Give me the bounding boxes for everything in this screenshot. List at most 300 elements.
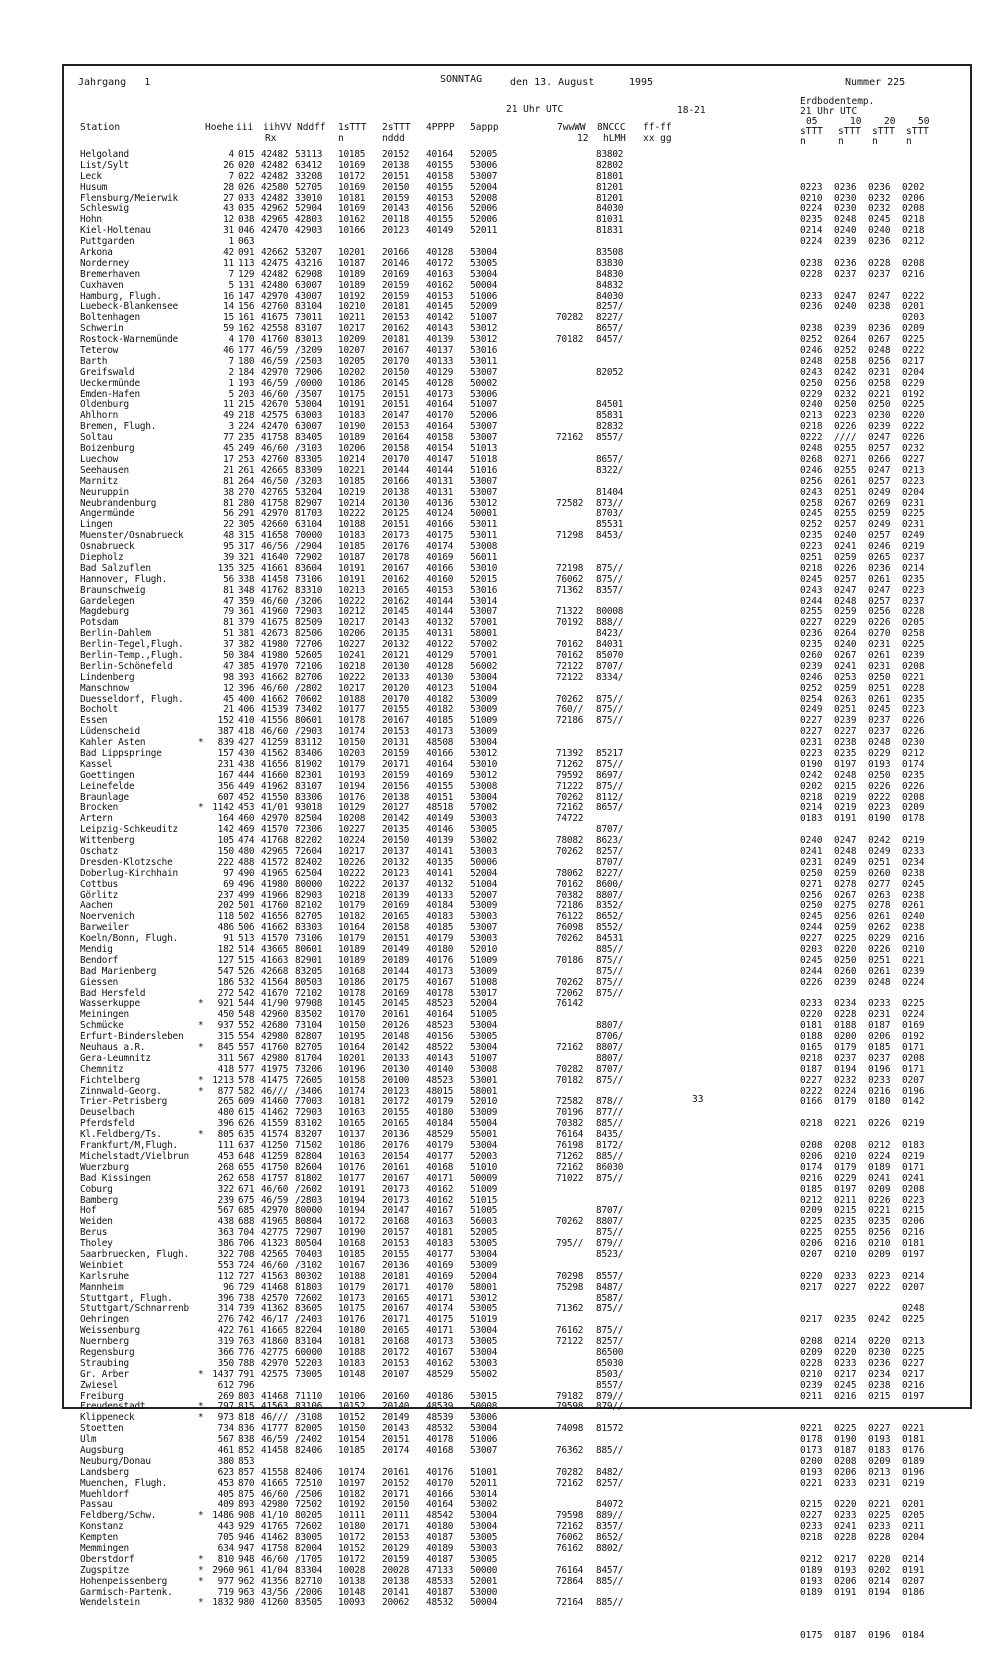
pressure-value: 40163 (426, 1216, 454, 1228)
station-id: 796 (238, 1379, 255, 1391)
nddff-value: 82506 (295, 628, 323, 640)
station-height: 797 (217, 1401, 234, 1413)
ihvv-value: 42580 (261, 181, 289, 193)
col-7wwww: 7wwWW (557, 122, 586, 133)
ihvv-value: 41760 (261, 1042, 289, 1054)
ihvv-value: 46/// (261, 1412, 289, 1424)
cloud-value: 8557/ (596, 432, 624, 444)
ihvv-value: 41259 (261, 1150, 289, 1162)
min-temp-value: 20151 (382, 519, 410, 531)
tendency-value: 53008 (470, 541, 498, 553)
soil-temp-value: 0217 (902, 355, 925, 367)
max-temp-value: 10174 (338, 1085, 366, 1097)
ihvv-value: 41760 (261, 900, 289, 912)
max-temp-value: 10174 (338, 1466, 366, 1478)
tendency-value: 53007 (470, 1444, 498, 1456)
station-height: 322 (217, 1248, 234, 1260)
soil-temp-value: 0267 (834, 497, 857, 509)
min-temp-value: 20162 (382, 323, 410, 335)
nddff-value: 83605 (295, 1303, 323, 1315)
station-id: 038 (238, 214, 255, 226)
soil-temp-value: 0217 (834, 1553, 857, 1565)
ihvv-value: 42470 (261, 225, 289, 237)
station-id: 501 (238, 900, 255, 912)
pressure-value: 40181 (426, 1227, 454, 1239)
tendency-value: 51004 (470, 682, 498, 694)
station-height: 845 (217, 1042, 234, 1054)
weather-value: 70262 (556, 791, 584, 803)
station-name: Barth (80, 355, 108, 367)
cloud-value: 8552/ (596, 922, 624, 934)
soil-temp-value: 0211 (834, 1194, 857, 1206)
station-height: 81 (223, 584, 234, 596)
soil-temp-value: 0174 (800, 1161, 823, 1173)
max-temp-value: 10222 (338, 878, 366, 890)
soil-temp-value: 0240 (834, 301, 857, 313)
station-height: 164 (217, 813, 234, 825)
soil-temp-value: 0266 (868, 453, 891, 465)
min-temp-value: 20130 (382, 1063, 410, 1075)
station-name: Wendelstein (80, 1597, 140, 1609)
max-temp-value: 10164 (338, 922, 366, 934)
station-height: 4 (228, 334, 234, 346)
soil-temp-value: 0237 (834, 1052, 857, 1064)
soil-temp-value: 0189 (868, 1161, 891, 1173)
station-height: 977 (217, 1575, 234, 1587)
tendency-value: 53006 (470, 1412, 498, 1424)
max-temp-value: 10174 (338, 726, 366, 738)
col-2sttt-nddd: nddd (382, 133, 405, 144)
max-temp-value: 10180 (338, 1325, 366, 1337)
station-name: Bocholt (80, 704, 119, 716)
station-id: 438 (238, 758, 255, 770)
station-height: 45 (223, 693, 234, 705)
soil-temp-value: 0212 (902, 236, 925, 248)
soil-temp-value: 0192 (902, 1031, 925, 1043)
tendency-value: 51008 (470, 976, 498, 988)
soil-temp-value: 0229 (834, 1172, 857, 1184)
min-temp-value: 20165 (382, 1325, 410, 1337)
max-temp-value: 10172 (338, 170, 366, 182)
tendency-value: 53012 (470, 747, 498, 759)
station-name: Muenchen, Flugh. (80, 1477, 168, 1489)
ihvv-value: 41259 (261, 737, 289, 749)
nddff-value: 72502 (295, 1499, 323, 1511)
soil-temp-value: 0224 (868, 1150, 891, 1162)
soil-temp-value: 0202 (902, 181, 925, 193)
soil-temp-value: 0179 (834, 1096, 857, 1108)
max-temp-value: 10152 (338, 1543, 366, 1554)
ihvv-value: 42970 (261, 1205, 289, 1217)
pressure-value: 40162 (426, 1183, 454, 1195)
nddff-value: /3108 (295, 1412, 323, 1424)
cloud-value: 84531 (596, 933, 624, 945)
soil-temp-value: 0236 (834, 181, 857, 193)
soil-temp-value: 0224 (800, 203, 823, 215)
station-id: 203 (238, 388, 255, 400)
soil-temp-value: 0166 (800, 1096, 823, 1108)
pressure-value: 40169 (426, 551, 454, 563)
station-id: 893 (238, 1499, 255, 1511)
station-height: 973 (217, 1412, 234, 1424)
soil-temp-value: 0226 (868, 780, 891, 792)
cloud-value: 878// (596, 1096, 624, 1108)
station-name: Konstanz (80, 1521, 124, 1533)
weather-value: 70162 (556, 878, 584, 890)
soil-temp-value: 0236 (800, 301, 823, 313)
pressure-value: 40167 (426, 1205, 454, 1217)
max-temp-value: 10170 (338, 1009, 366, 1021)
pressure-value: 40186 (426, 1390, 454, 1402)
station-height: 319 (217, 1336, 234, 1348)
tendency-value: 53005 (470, 1553, 498, 1565)
nddff-value: 72602 (295, 1521, 323, 1533)
station-name: Stuttgart/Schnarrenb (80, 1303, 189, 1315)
weather-value: 76062 (556, 573, 584, 585)
soil-temp-value: 0244 (800, 595, 823, 607)
station-id: 406 (238, 704, 255, 716)
cloud-value: 82832 (596, 421, 624, 433)
soil-temp-value: 0228 (902, 682, 925, 694)
station-id: 499 (238, 889, 255, 901)
ihvv-value: 42970 (261, 813, 289, 825)
station-name: Michelstadt/Vielbrun (80, 1150, 189, 1162)
nddff-value: 42803 (295, 214, 323, 226)
max-temp-value: 10187 (338, 257, 366, 269)
tendency-value: 53005 (470, 1238, 498, 1250)
soil-temp-value: 0222 (868, 1281, 891, 1293)
min-temp-value: 20121 (382, 649, 410, 661)
tendency-value: 50006 (470, 856, 498, 868)
tendency-value: 53004 (470, 1325, 498, 1337)
soil-temp-value: 0204 (902, 366, 925, 378)
soil-temp-value: 0277 (868, 878, 891, 890)
min-temp-value: 20162 (382, 595, 410, 607)
tendency-value: 52004 (470, 181, 498, 193)
nddff-value: /2006 (295, 1586, 323, 1598)
station-height: 405 (217, 1488, 234, 1500)
pressure-value: 40180 (426, 944, 454, 956)
min-temp-value: 20147 (382, 410, 410, 422)
pressure-value: 40155 (426, 159, 454, 171)
pressure-value: 40178 (426, 1434, 454, 1446)
cloud-value: 875// (596, 573, 624, 585)
station-name: Memmingen (80, 1543, 129, 1554)
soil-temp-value: 0250 (800, 377, 823, 389)
station-name: Hohenpeissenberg (80, 1575, 168, 1587)
min-temp-value: 20165 (382, 911, 410, 923)
station-id: 317 (238, 541, 255, 553)
nddff-value: 63003 (295, 410, 323, 422)
soil-temp-value: 0208 (902, 660, 925, 672)
station-name: Bremerhaven (80, 268, 140, 280)
pressure-value: 48508 (426, 737, 454, 749)
station-height: 1213 (212, 1074, 234, 1086)
pressure-value: 40154 (426, 443, 454, 455)
soil-temp-value: 0265 (868, 551, 891, 563)
station-id: 557 (238, 1042, 255, 1054)
soil-n-0: n (800, 136, 806, 147)
station-height: 135 (217, 562, 234, 574)
tendency-value: 52011 (470, 225, 498, 237)
soil-temp-value: 0217 (902, 1368, 925, 1380)
tendency-value: 52005 (470, 1227, 498, 1239)
pressure-value: 40180 (426, 1521, 454, 1533)
tendency-value: 58001 (470, 1085, 498, 1097)
soil-temp-value: 0183 (800, 813, 823, 825)
soil-temp-value: 0245 (800, 911, 823, 923)
station-name: Weissenburg (80, 1325, 140, 1337)
ihvv-value: 41475 (261, 1074, 289, 1086)
soil-temp-value: 0252 (834, 345, 857, 357)
station-id: 908 (238, 1510, 255, 1522)
pressure-value: 48532 (426, 1423, 454, 1435)
station-name: Oschatz (80, 846, 119, 857)
soil-temp-value: 0191 (834, 813, 857, 825)
min-temp-value: 20161 (382, 1161, 410, 1173)
station-name: Cottbus (80, 878, 119, 890)
max-temp-value: 10111 (338, 1510, 366, 1522)
min-temp-value: 20154 (382, 1150, 410, 1162)
ihvv-value: 41758 (261, 497, 289, 509)
soil-temp-value: 0197 (902, 1248, 925, 1260)
nddff-value: 53004 (295, 399, 323, 411)
nddff-value: 83207 (295, 1129, 323, 1141)
weather-value: 71362 (556, 1303, 584, 1315)
cloud-value: 81031 (596, 214, 624, 226)
soil-temp-value: 0236 (834, 257, 857, 269)
soil-temp-value: 0233 (800, 1521, 823, 1533)
soil-temp-value: 0227 (800, 1074, 823, 1086)
soil-temp-value: 0208 (902, 257, 925, 269)
soil-depth-50: 50 (918, 116, 930, 127)
soil-temp-value: 0218 (800, 1532, 823, 1544)
mountain-marker: * (198, 1368, 204, 1380)
pressure-value: 40156 (426, 203, 454, 215)
station-id: 321 (238, 551, 255, 563)
soil-temp-value: 0219 (902, 1150, 925, 1162)
pressure-value: 40151 (426, 791, 454, 803)
min-temp-value: 20149 (382, 944, 410, 956)
soil-temp-value: 0239 (834, 236, 857, 248)
soil-temp-value: 0209 (868, 1455, 891, 1467)
soil-temp-value: 0241 (834, 541, 857, 553)
cloud-value: 8352/ (596, 900, 624, 912)
soil-temp-value: 0259 (868, 508, 891, 520)
soil-temp-value: 0227 (902, 453, 925, 465)
tendency-value: 53004 (470, 1248, 498, 1260)
ihvv-value: 42475 (261, 257, 289, 269)
station-id: 838 (238, 1434, 255, 1446)
station-name: Helgoland (80, 149, 129, 160)
station-name: Boizenburg (80, 443, 135, 455)
soil-temp-value: 0267 (868, 334, 891, 346)
station-name: Noervenich (80, 911, 135, 923)
nddff-value: 82406 (295, 1444, 323, 1456)
station-height: 396 (217, 1292, 234, 1304)
soil-temp-value: 0235 (902, 693, 925, 705)
weather-value: 72162 (556, 1477, 584, 1489)
min-temp-value: 20135 (382, 824, 410, 836)
station-id: 129 (238, 268, 255, 280)
weather-value: 72062 (556, 987, 584, 999)
soil-temp-value: 0238 (800, 323, 823, 335)
station-id: 361 (238, 606, 255, 618)
tendency-value: 51001 (470, 1466, 498, 1478)
nddff-value: 72306 (295, 824, 323, 836)
nddff-value: 73005 (295, 1368, 323, 1380)
max-temp-value: 10218 (338, 660, 366, 672)
min-temp-value: 20142 (382, 813, 410, 825)
station-id: 385 (238, 660, 255, 672)
soil-temp-value: 0215 (868, 1390, 891, 1402)
ihvv-value: 41572 (261, 856, 289, 868)
min-temp-value: 20157 (382, 1227, 410, 1239)
station-height: 366 (217, 1346, 234, 1358)
max-temp-value: 10186 (338, 1140, 366, 1152)
weather-value: 72122 (556, 660, 584, 672)
station-id: 147 (238, 290, 255, 302)
soil-temp-value: 0242 (800, 769, 823, 781)
pressure-value: 40185 (426, 715, 454, 727)
soil-temp-value: 0226 (834, 562, 857, 574)
min-temp-value: 20139 (382, 889, 410, 901)
cloud-value: 82802 (596, 159, 624, 171)
station-height: 59 (223, 323, 234, 335)
ihvv-value: 42970 (261, 1357, 289, 1369)
station-id: 113 (238, 257, 255, 269)
pressure-value: 40169 (426, 1270, 454, 1282)
tendency-value: 53003 (470, 846, 498, 857)
cloud-value: 80008 (596, 606, 624, 618)
soil-temp-value: 0226 (868, 617, 891, 629)
station-height: 77 (223, 432, 234, 444)
nddff-value: 83106 (295, 1401, 323, 1413)
weather-value: 70298 (556, 1270, 584, 1282)
station-name: Oldenburg (80, 399, 129, 411)
station-name: Bamberg (80, 1194, 119, 1206)
tendency-value: 53005 (470, 1532, 498, 1544)
soil-temp-value: 0187 (868, 1020, 891, 1032)
tendency-value: 51009 (470, 954, 498, 966)
max-temp-value: 10152 (338, 1412, 366, 1424)
soil-temp-value: 0238 (902, 889, 925, 901)
soil-temp-value: 0221 (868, 1205, 891, 1217)
max-temp-value: 10176 (338, 791, 366, 803)
tendency-value: 53014 (470, 1488, 498, 1500)
max-temp-value: 10185 (338, 541, 366, 553)
soil-temp-value: 0214 (800, 225, 823, 237)
station-height: 26 (223, 159, 234, 171)
soil-temp-value: 0247 (868, 464, 891, 476)
nddff-value: 82005 (295, 1423, 323, 1435)
station-name: Barweiler (80, 922, 129, 934)
soil-temp-value: 0250 (834, 399, 857, 411)
soil-temp-value: 0251 (834, 486, 857, 498)
max-temp-value: 10179 (338, 1281, 366, 1293)
max-temp-value: 10145 (338, 998, 366, 1010)
soil-temp-value: 0278 (834, 878, 857, 890)
pressure-value: 40144 (426, 606, 454, 618)
weather-value: 70182 (556, 1074, 584, 1086)
soil-temp-value: 0240 (902, 911, 925, 923)
ihvv-value: 41665 (261, 1477, 289, 1489)
soil-temp-value: 0202 (868, 1564, 891, 1576)
soil-temp-value: 0184 (902, 1630, 925, 1642)
soil-n-1: n (838, 136, 844, 147)
station-height: 47 (223, 660, 234, 672)
mountain-marker: * (198, 1020, 204, 1032)
station-name: Artern (80, 813, 113, 825)
station-name: Ueckermünde (80, 377, 140, 389)
nddff-value: 82907 (295, 497, 323, 509)
station-name: Diepholz (80, 551, 124, 563)
nddff-value: 63104 (295, 519, 323, 531)
tendency-value: 53005 (470, 1303, 498, 1315)
ihvv-value: 42480 (261, 279, 289, 291)
max-temp-value: 10187 (338, 551, 366, 563)
nddff-value: 82004 (295, 1543, 323, 1554)
station-name: Bad Kissingen (80, 1172, 151, 1184)
soil-temp-value: 0257 (868, 443, 891, 455)
pressure-value: 40162 (426, 279, 454, 291)
soil-temp-value: 0231 (868, 639, 891, 651)
soil-temp-value: 0200 (800, 1455, 823, 1467)
nddff-value: 33208 (295, 170, 323, 182)
issue-number: Nummer 225 (845, 77, 906, 88)
station-height: 810 (217, 1553, 234, 1565)
nddff-value: 80503 (295, 976, 323, 988)
cloud-value: 8587/ (596, 1292, 624, 1304)
soil-temp-value: 0250 (868, 671, 891, 683)
station-height: 95 (223, 541, 234, 553)
soil-temp-value: 0247 (834, 290, 857, 302)
station-height: 47 (223, 595, 234, 607)
tendency-value: 53003 (470, 911, 498, 923)
nddff-value: 72903 (295, 606, 323, 618)
nddff-value: /2506 (295, 1488, 323, 1500)
pressure-value: 40144 (426, 595, 454, 607)
pressure-value: 40124 (426, 508, 454, 520)
pressure-value: 40145 (426, 301, 454, 313)
soil-temp-value: 0213 (902, 464, 925, 476)
soil-temp-value: 0214 (902, 1553, 925, 1565)
cloud-value: 8657/ (596, 453, 624, 465)
nddff-value: 62504 (295, 867, 323, 879)
cloud-value: 8807/ (596, 889, 624, 901)
soil-temp-value: 0250 (800, 867, 823, 879)
cloud-value: 86500 (596, 1346, 624, 1358)
pressure-value: 40130 (426, 671, 454, 683)
soil-temp-value: 0216 (834, 1238, 857, 1250)
max-temp-value: 10192 (338, 1499, 366, 1511)
station-name: Lindenberg (80, 671, 135, 683)
soil-temp-value: 0255 (834, 508, 857, 520)
pressure-value: 40166 (426, 1488, 454, 1500)
min-temp-value: 20125 (382, 508, 410, 520)
ihvv-value: 42482 (261, 170, 289, 182)
ihvv-value: 42962 (261, 203, 289, 215)
station-name: Seehausen (80, 464, 129, 476)
soil-temp-value: 0190 (868, 813, 891, 825)
soil-temp-value: 0239 (834, 715, 857, 727)
station-height: 48 (223, 530, 234, 542)
cloud-value: 83830 (596, 257, 624, 269)
station-id: 853 (238, 1455, 255, 1467)
soil-temp-value: 0238 (902, 867, 925, 879)
ihvv-value: 42575 (261, 410, 289, 422)
max-temp-value: 10172 (338, 1532, 366, 1544)
